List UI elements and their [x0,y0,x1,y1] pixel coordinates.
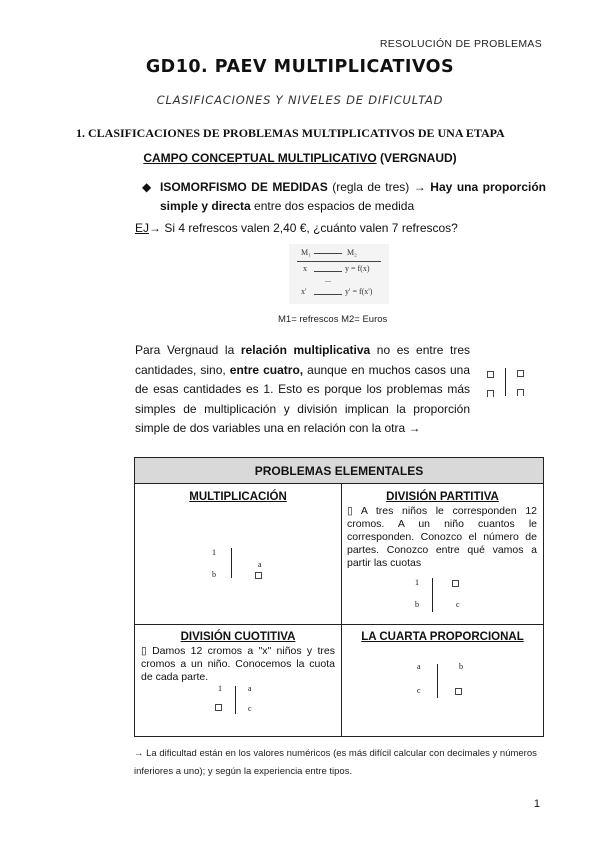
multiplicacion-diagram: 1 a b [212,548,262,579]
cell-title-division-cuotitiva: DIVISIÓN CUOTITIVA [180,631,296,643]
division-partitiva-diagram: 1 b c [410,576,480,616]
cell-title-cuarta-proporcional: LA CUARTA PROPORCIONAL [361,631,524,643]
footnote: → La dificultad están en los valores numéricos (es más difícil calcular con decimales y números inferiores a uno); y según la experiencia entre tipos. [134,748,537,777]
figure-caption: M1= refrescos M2= Euros [278,314,388,325]
example-label: EJ [135,221,150,235]
campo-author: (VERGNAUD) [380,151,457,165]
cell-title-multiplicacion: MULTIPLICACIÓN [189,491,287,503]
campo-title: CAMPO CONCEPTUAL MULTIPLICATIVO [143,151,377,165]
page-subtitle: CLASIFICACIONES Y NIVELES DE DIFICULTAD [156,93,444,107]
division-cuotitiva-text: ▯ Damos 12 cromos a "x" niños y tres cromos a un niño. Conocemos la cuota de cada parte. [141,645,335,683]
division-partitiva-text: ▯ A tres niños le corresponden 12 cromos. A un niño cuantos le corresponden. Conozco el número de partes. Conozco entre qué vamos a partir las cuotas [347,505,537,569]
example-text: → Si 4 refrescos valen 2,40 €, ¿cuánto valen 7 refrescos? [149,221,458,235]
section-heading: 1. CLASIFICACIONES DE PROBLEMAS MULTIPLICATIVOS DE UNA ETAPA [76,126,505,140]
running-header: RESOLUCIÓN DE PROBLEMAS [379,38,542,50]
page-title: GD10. PAEV MULTIPLICATIVOS [145,57,455,77]
campo-heading [0,151,600,165]
bullet-text: ISOMORFISMO DE MEDIDAS (regla de tres) → Hay una proporción simple y directa entre dos espacios de medida [160,180,546,213]
page-number: 1 [533,798,540,810]
bullet-isomorfismo [142,178,546,216]
diamond-bullet-icon: ◆ [142,180,152,194]
example-line [135,221,458,235]
table-header: PROBLEMAS ELEMENTALES [135,458,543,484]
cell-title-division-partitiva: DIVISIÓN PARTITIVA [386,491,499,503]
four-quantity-diagram [485,368,530,398]
problems-table [134,457,544,737]
isomorfismo-figure: M₁ M₂ x y = f(x) ... x' y' = f(x') [289,244,389,304]
vergnaud-paragraph: Para Vergnaud la relación multiplicativa no es entre tres cantidades, sino, entre cuatro, aunque en muchos casos una de esas cantidades es 1. Esto es porque los problemas más simples de multiplicación y división implican la proporción simple de dos variables una en relación con la otra → [135,343,470,435]
cuarta-proporcional-diagram: a b c [410,658,480,700]
division-cuotitiva-diagram: 1 a c [215,684,275,716]
